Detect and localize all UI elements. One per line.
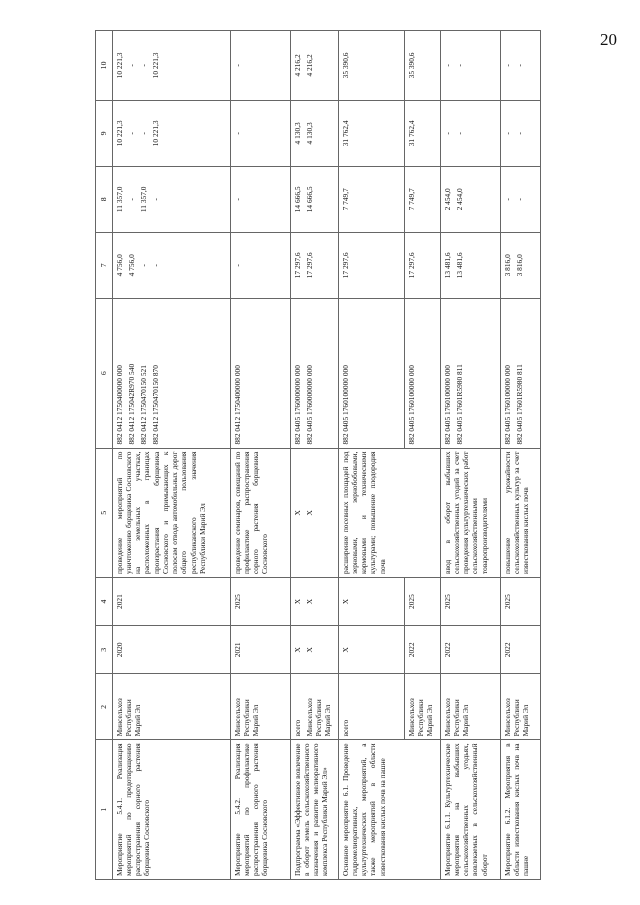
header-col-4: 4 (96, 577, 113, 625)
budget-code: 882 0412 175042R970 540 (126, 363, 136, 445)
amount: 4 756,0 (126, 254, 136, 277)
amount: 4 130,3 (304, 122, 314, 145)
header-col-9: 9 (96, 100, 113, 166)
activity-name: Мероприятие 5.4.2. Реализация мероприятий по профилактике распространения сорного растения борщевика Сосновского (230, 740, 290, 880)
amount: - (126, 64, 136, 67)
amount: 10 221,3 (151, 120, 161, 147)
budget-codes (440, 298, 500, 448)
budget-codes (230, 298, 290, 448)
executor: Минсельхоз Республики Марий Эл (440, 674, 500, 740)
amount: 3 816,0 (514, 254, 524, 277)
header-col-3: 3 (96, 626, 113, 674)
expected-result: проведение мероприятий по уничтожению борщевика Сосновского на земельных участках, расположенных в границах произрастания борщевика Сосновского и примыкающих к полосам отвода автомобильных дорог общего пользования республиканского значения Республики Марий Эл (112, 448, 230, 577)
amount: - (151, 264, 161, 267)
amount: 10 221,3 (114, 120, 124, 147)
amount: - (514, 132, 524, 135)
page-number: 20 (600, 30, 617, 49)
executor: Минсельхоз Республики Марий Эл (112, 674, 230, 740)
amount-col-7 (500, 232, 540, 298)
amount: 11 357,0 (139, 186, 149, 213)
expected-result-total: X (292, 510, 302, 516)
end-year (290, 577, 338, 625)
amount: 17 297,6 (304, 252, 314, 279)
expected-result (290, 448, 338, 577)
amount-col-10 (230, 31, 290, 101)
amount-col-7 (290, 232, 338, 298)
amount-col-7 (230, 232, 290, 298)
amount-col-9 (290, 100, 338, 166)
amount: 10 221,3 (114, 52, 124, 79)
amount: - (454, 64, 464, 67)
amount: 13 481,6 (442, 252, 452, 279)
amount: 10 221,3 (151, 52, 161, 79)
amount: - (151, 198, 161, 201)
header-row (96, 31, 113, 880)
amount: 3 816,0 (502, 254, 512, 277)
amount: 4 216,2 (304, 54, 314, 77)
amount: 31 762,4 (340, 120, 350, 147)
executor: Минсельхоз Республики Марий Эл (500, 674, 540, 740)
amount: 4 216,2 (292, 54, 302, 77)
expected-result: расширение посевных площадей под зерновыми, зернобобовыми, кормовыми и техническими культурами; повышение плодородия почв (338, 448, 440, 577)
amount: 14 666,5 (304, 186, 314, 213)
executor (290, 674, 338, 740)
budget-code: 882 0405 17601R5980 811 (514, 364, 524, 445)
amount: 7 749,7 (406, 188, 416, 211)
amount: - (232, 64, 242, 67)
amount: - (502, 132, 512, 135)
amount-col-7 (440, 232, 500, 298)
amount: 35 390,6 (340, 52, 350, 79)
rotated-table-container (95, 10, 615, 880)
expected-result: ввод в оборот выбывших сельскохозяйственных угодий за счет проведения культуртехнических работ сельскохозяйственными товаропроизводителями (440, 448, 500, 577)
header-col-10: 10 (96, 31, 113, 101)
amount: 14 666,5 (292, 186, 302, 213)
amount-col-8 (112, 166, 230, 232)
amount: - (126, 132, 136, 135)
executor-total: всего (292, 719, 302, 737)
budget-code: 882 0405 1760100000 000 (442, 365, 452, 445)
amount: 35 390,6 (406, 52, 416, 79)
budget-code: 882 0412 1750470150 521 (139, 365, 149, 445)
activity-name: Основное мероприятие 6.1. Проведение гидромелиоративных, культуртехнических мероприятий, а также мероприятий в области известкования кислых почв на пашне (338, 740, 440, 880)
amount: 2 454,0 (442, 188, 452, 211)
amount: - (502, 198, 512, 201)
budget-codes (112, 298, 230, 448)
table-row (440, 31, 500, 880)
table-row (230, 31, 290, 880)
amount: - (139, 132, 149, 135)
amount: - (514, 198, 524, 201)
end-year: 2025 (440, 577, 500, 625)
budget-code: 882 0412 1750400000 000 (232, 365, 242, 445)
amount-col-8 (290, 166, 338, 232)
header-col-5: 5 (96, 448, 113, 577)
activity-name: Мероприятие 6.1.1. Культуртехнические мероприятия на выбывших сельскохозяйственных угодьях, вовлекаемых в сельскохозяйственный оборот (440, 740, 500, 880)
start-year: 2022 (440, 626, 500, 674)
amount-col-10 (112, 31, 230, 101)
table-row (290, 31, 338, 880)
budget-code: 882 0405 1760100000 000 (502, 365, 512, 445)
amount: - (232, 198, 242, 201)
amount-col-9 (230, 100, 290, 166)
budget-code: 882 0405 1760100000 000 (406, 365, 416, 445)
header-col-7: 7 (96, 232, 113, 298)
start-year: 2020 (112, 626, 230, 674)
end-year: X (338, 577, 404, 625)
budget-code: 882 0405 17601R5980 811 (454, 364, 464, 445)
budget-table (95, 30, 541, 880)
amount-col-10 (404, 31, 440, 101)
amount: 4 756,0 (114, 254, 124, 277)
amount-col-10 (290, 31, 338, 101)
end-year: 2025 (404, 577, 440, 625)
amount: - (232, 132, 242, 135)
amount: 4 130,3 (292, 122, 302, 145)
header-col-2: 2 (96, 674, 113, 740)
amount-col-8 (338, 166, 404, 232)
table-row (112, 31, 230, 880)
amount: - (514, 64, 524, 67)
start-year (290, 626, 338, 674)
amount: 31 762,4 (406, 120, 416, 147)
budget-codes (500, 298, 540, 448)
budget-codes (404, 298, 440, 448)
amount: 17 297,6 (292, 252, 302, 279)
end-year: 2021 (112, 577, 230, 625)
amount-col-8 (230, 166, 290, 232)
end-year: 2025 (500, 577, 540, 625)
amount-col-8 (404, 166, 440, 232)
header-col-8: 8 (96, 166, 113, 232)
amount-col-10 (500, 31, 540, 101)
amount: - (126, 198, 136, 201)
amount-col-9 (404, 100, 440, 166)
amount-col-10 (440, 31, 500, 101)
amount-col-7 (338, 232, 404, 298)
amount: - (139, 264, 149, 267)
expected-result: проведение семинаров, совещаний по профилактике распространения сорного растения борщевика Сосновского (230, 448, 290, 577)
activity-name: Мероприятие 5.4.1. Реализация мероприятий по предотвращению распространения сорного растения борщевика Сосновского (112, 740, 230, 880)
budget-code: 882 0412 1750400000 000 (114, 365, 124, 445)
amount: 17 297,6 (406, 252, 416, 279)
amount: 2 454,0 (454, 188, 464, 211)
end-year: 2025 (230, 577, 290, 625)
amount: 17 297,6 (340, 252, 350, 279)
budget-code: 882 0412 1750470150 870 (151, 365, 161, 445)
amount: 11 357,0 (114, 186, 124, 213)
start-year: X (338, 626, 404, 674)
amount: - (232, 264, 242, 267)
start-year: 2021 (230, 626, 290, 674)
amount: - (442, 132, 452, 135)
amount-col-7 (404, 232, 440, 298)
end-year-total: X (292, 598, 302, 605)
start-year: 2022 (404, 626, 440, 674)
executor: Минсельхоз Республики Марий Эл (230, 674, 290, 740)
amount: - (502, 64, 512, 67)
executor-ministry: Минсельхоз Республики Марий Эл (304, 698, 333, 737)
amount: - (442, 64, 452, 67)
budget-codes (290, 298, 338, 448)
amount-col-7 (112, 232, 230, 298)
start-year-total: X (292, 647, 302, 653)
executor: всего (338, 674, 404, 740)
executor: Минсельхоз Республики Марий Эл (404, 674, 440, 740)
amount-col-9 (440, 100, 500, 166)
budget-code: 882 0405 1760100000 000 (340, 365, 350, 445)
amount: 13 481,6 (454, 252, 464, 279)
budget-code: 882 0405 1760000000 000 (304, 365, 314, 445)
start-year-ministry: X (304, 647, 314, 653)
expected-result-ministry: X (304, 510, 314, 516)
activity-name: Подпрограмма «Эффективное вовлечение в оборот земель сельскохозяйственного назначения и развитие мелиоративного комплекса Республики Марий Эл» (290, 740, 338, 880)
amount-col-9 (338, 100, 404, 166)
amount: - (139, 64, 149, 67)
table-row (500, 31, 540, 880)
amount: - (454, 132, 464, 135)
activity-name: Мероприятие 6.1.2. Мероприятия в области известкования кислых почв на пашне (500, 740, 540, 880)
header-col-6: 6 (96, 298, 113, 448)
table-row (338, 31, 404, 880)
end-year-ministry: X (304, 598, 314, 605)
start-year: 2022 (500, 626, 540, 674)
header-col-1: 1 (96, 740, 113, 880)
budget-code: 882 0405 1760000000 000 (292, 365, 302, 445)
amount-col-8 (500, 166, 540, 232)
amount-col-10 (338, 31, 404, 101)
expected-result: повышение урожайности сельскохозяйственных культур за счет известкования кислых почв (500, 448, 540, 577)
amount-col-9 (500, 100, 540, 166)
budget-codes (338, 298, 404, 448)
amount: 7 749,7 (340, 188, 350, 211)
amount-col-9 (112, 100, 230, 166)
amount-col-8 (440, 166, 500, 232)
